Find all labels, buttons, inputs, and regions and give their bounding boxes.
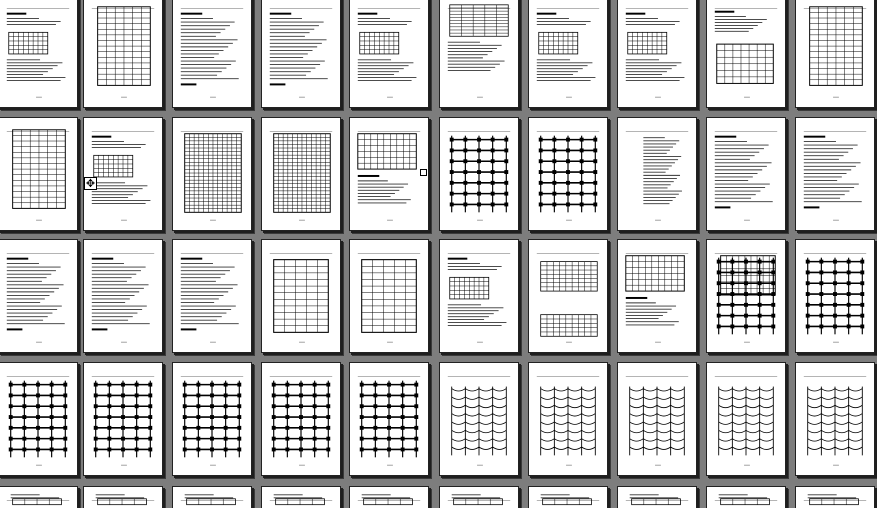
page-thumbnail-34[interactable] <box>261 362 341 476</box>
page-thumbnail-24[interactable] <box>261 239 341 353</box>
page-content-preview <box>262 363 340 475</box>
page-content-preview <box>440 240 518 352</box>
page-thumbnail-3[interactable] <box>172 0 252 108</box>
page-thumbnail-17[interactable] <box>528 117 608 231</box>
page-thumbnail-20[interactable] <box>795 117 875 231</box>
page-thumbnail-31[interactable] <box>0 362 78 476</box>
page-thumbnail-18[interactable] <box>617 117 697 231</box>
page-thumbnail-12[interactable] <box>83 117 163 231</box>
page-thumbnail-4[interactable] <box>261 0 341 108</box>
page-content-preview <box>262 487 340 508</box>
page-thumbnail-13[interactable] <box>172 117 252 231</box>
page-content-preview <box>796 363 874 475</box>
page-content-preview <box>618 240 696 352</box>
page-thumbnail-23[interactable] <box>172 239 252 353</box>
page-content-preview <box>0 487 77 508</box>
page-content-preview <box>84 118 162 230</box>
page-thumbnail-10[interactable] <box>795 0 875 108</box>
page-thumbnail-26[interactable] <box>439 239 519 353</box>
page-thumbnail-28[interactable] <box>617 239 697 353</box>
resize-handle-icon[interactable] <box>420 169 427 176</box>
move-arrows-icon[interactable]: ✥ <box>85 177 96 190</box>
page-thumbnail-30[interactable] <box>795 239 875 353</box>
page-content-preview <box>350 363 428 475</box>
page-thumbnail-41[interactable] <box>0 486 78 508</box>
page-thumbnail-46[interactable] <box>439 486 519 508</box>
page-content-preview <box>529 487 607 508</box>
page-content-preview <box>0 0 77 107</box>
page-thumbnail-21[interactable] <box>0 239 78 353</box>
page-thumbnail-19[interactable] <box>706 117 786 231</box>
page-thumbnail-35[interactable] <box>349 362 429 476</box>
page-content-preview <box>84 240 162 352</box>
page-thumbnail-11[interactable] <box>0 117 78 231</box>
page-content-preview <box>440 118 518 230</box>
page-thumbnail-33[interactable] <box>172 362 252 476</box>
page-content-preview <box>173 0 251 107</box>
page-content-preview <box>796 487 874 508</box>
page-thumbnail-43[interactable] <box>172 486 252 508</box>
page-content-preview <box>262 118 340 230</box>
page-thumbnail-7[interactable] <box>528 0 608 108</box>
page-content-preview <box>707 363 785 475</box>
page-content-preview <box>84 363 162 475</box>
page-content-preview <box>707 0 785 107</box>
page-content-preview <box>529 0 607 107</box>
page-content-preview <box>0 118 77 230</box>
page-thumbnail-6[interactable] <box>439 0 519 108</box>
page-content-preview <box>529 240 607 352</box>
page-thumbnail-47[interactable] <box>528 486 608 508</box>
page-thumbnail-42[interactable] <box>83 486 163 508</box>
page-content-preview <box>173 240 251 352</box>
page-thumbnail-50[interactable] <box>795 486 875 508</box>
page-content-preview <box>618 118 696 230</box>
page-thumbnail-27[interactable] <box>528 239 608 353</box>
page-content-preview <box>173 487 251 508</box>
page-content-preview <box>796 240 874 352</box>
page-content-preview <box>0 240 77 352</box>
page-thumbnail-2[interactable] <box>83 0 163 108</box>
page-thumbnail-8[interactable] <box>617 0 697 108</box>
page-content-preview <box>529 363 607 475</box>
page-thumbnail-36[interactable] <box>439 362 519 476</box>
page-thumbnail-16[interactable] <box>439 117 519 231</box>
page-thumbnail-45[interactable] <box>349 486 429 508</box>
page-content-preview <box>350 487 428 508</box>
page-thumbnail-25[interactable] <box>349 239 429 353</box>
page-content-preview <box>440 363 518 475</box>
page-content-preview <box>173 363 251 475</box>
page-thumbnail-9[interactable] <box>706 0 786 108</box>
page-content-preview <box>618 363 696 475</box>
page-thumbnail-15[interactable] <box>349 117 429 231</box>
page-content-preview <box>262 0 340 107</box>
page-content-preview <box>796 0 874 107</box>
page-content-preview <box>350 118 428 230</box>
page-thumbnail-29[interactable] <box>706 239 786 353</box>
page-thumbnail-14[interactable] <box>261 117 341 231</box>
page-thumbnail-22[interactable] <box>83 239 163 353</box>
page-content-preview <box>796 118 874 230</box>
page-content-preview <box>440 487 518 508</box>
page-thumbnail-32[interactable] <box>83 362 163 476</box>
page-content-preview <box>618 487 696 508</box>
page-content-preview <box>173 118 251 230</box>
page-thumbnail-5[interactable] <box>349 0 429 108</box>
page-content-preview <box>262 240 340 352</box>
page-content-preview <box>350 0 428 107</box>
page-content-preview <box>350 240 428 352</box>
page-thumbnail-48[interactable] <box>617 486 697 508</box>
page-thumbnail-37[interactable] <box>528 362 608 476</box>
page-content-preview <box>707 487 785 508</box>
page-content-preview <box>618 0 696 107</box>
page-thumbnail-39[interactable] <box>706 362 786 476</box>
page-content-preview <box>707 118 785 230</box>
page-thumbnail-44[interactable] <box>261 486 341 508</box>
page-thumbnail-40[interactable] <box>795 362 875 476</box>
page-thumbnail-1[interactable] <box>0 0 78 108</box>
page-content-preview <box>84 487 162 508</box>
page-content-preview <box>84 0 162 107</box>
page-content-preview <box>529 118 607 230</box>
page-content-preview <box>440 0 518 107</box>
page-content-preview <box>707 240 785 352</box>
page-thumbnail-49[interactable] <box>706 486 786 508</box>
page-content-preview <box>0 363 77 475</box>
page-thumbnail-38[interactable] <box>617 362 697 476</box>
